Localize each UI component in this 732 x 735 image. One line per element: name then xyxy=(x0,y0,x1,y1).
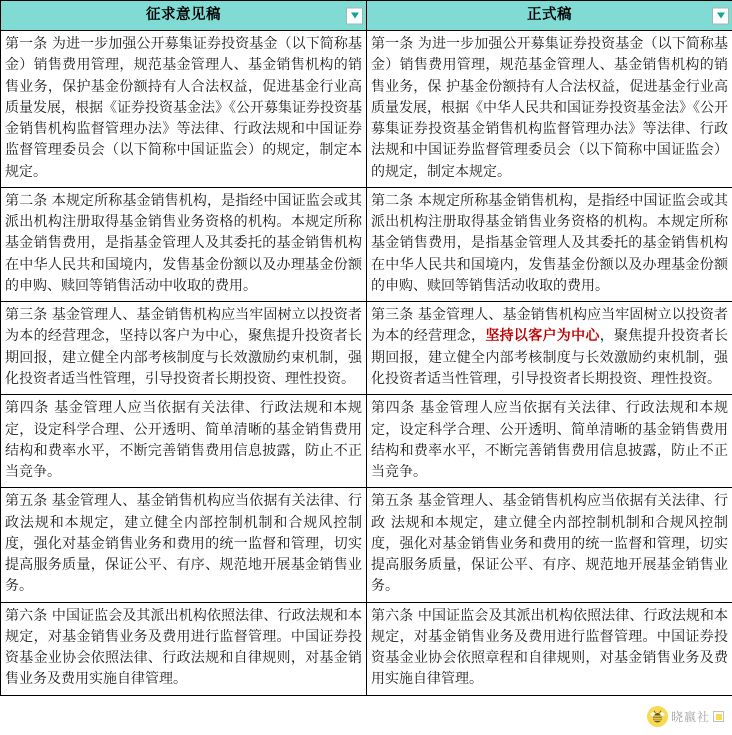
column-header-draft-label: 征求意见稿 xyxy=(146,7,221,24)
cell-final-article-6[interactable] xyxy=(367,602,732,695)
table-row xyxy=(1,395,732,488)
cell-final-article-3[interactable] xyxy=(367,302,732,395)
table-row xyxy=(1,31,732,188)
text-segment-plain: 第六条 中国证监会及其派出机构依照法律、行政法规和本规定，对基金销售业务及费用进行监督管理。中国证券投资基金业协会依照章程和自律规则，对基金销售业务及费用实施自律管理。 xyxy=(371,607,728,688)
text-segment-plain: 第二条 本规定所称基金销售机构，是指经中国证监会或其派出机构注册取得基金销售业务资格的机构。本规定所称基金销售费用，是指基金管理人及其委托的基金销售机构在中华人民共和国境内，发售基金份额以及办理基金份额的申购、赎回等销售活动收取的费用。 xyxy=(371,192,728,294)
column-header-draft xyxy=(1,1,367,31)
text-segment-plain: 第五条 基金管理人、基金销售机构应当依据有关法律、行政 法规和本规定，建立健全内部控制机制和合规风控制度，强化对基金销售业务和费用的统一监督和管理，切实提高服务质量，保证公平、有序、规范地开展基金销售业务。 xyxy=(371,493,728,595)
table-row xyxy=(1,488,732,602)
article-4-final-text xyxy=(371,398,728,483)
article-5-draft-text: 第五条 基金管理人、基金销售机构应当依据有关法律、行政法规和本规定，建立健全内部控制机制和合规风控制度，强化对基金销售业务和费用的统一监督和管理，切实提高服务质量，保证公平、有序、规范地开展基金销售业务。 xyxy=(5,493,362,595)
text-segment-plain: 第三条 基金管理人、基金销售机构应当牢固树立以投资者为本的经营理念， xyxy=(371,307,728,345)
watermark-text: 晓嬴社 xyxy=(670,709,710,724)
filter-dropdown-button-draft[interactable] xyxy=(346,7,363,24)
article-4-draft-text: 第四条 基金管理人应当依据有关法律、行政法规和本规定，设定科学合理、公开透明、简单清晰的基金销售费用结构和费率水平，不断完善销售费用信息披露，防止不正当竞争。 xyxy=(5,400,362,481)
text-segment-plain: 第四条 基金管理人应当依据有关法律、行政法规和本规定，设定科学合理、公开透明、简单清晰的基金销售费用结构和费率水平，不断完善销售费用信息披露，防止不正当竞争。 xyxy=(371,400,728,481)
bee-badge-icon xyxy=(647,706,668,727)
column-header-final xyxy=(367,1,732,31)
chevron-down-icon xyxy=(717,13,725,19)
cell-final-article-1[interactable] xyxy=(367,31,732,188)
table-header-row xyxy=(1,1,732,31)
cell-draft-article-3[interactable] xyxy=(1,302,367,395)
article-5-final-text xyxy=(371,491,728,597)
article-1-draft-text: 第一条 为进一步加强公开募集证券投资基金（以下简称基金）销售费用管理，规范基金管理人、基金销售机构的销售业务，保护基金份额持有人合法权益，促进基金行业高质量发展，根据《证券投资基金法》《公开募集证券投资基金销售机构监督管理办法》等法律、行政法规和中国证券监督管理委员会（以下简称中国证监会）的规定，制定本规定。 xyxy=(5,36,362,180)
filter-dropdown-button-final[interactable] xyxy=(712,7,729,24)
article-1-final-text xyxy=(371,34,728,183)
article-2-final-text xyxy=(371,191,728,297)
cell-draft-article-6[interactable] xyxy=(1,602,367,695)
chevron-down-icon xyxy=(351,13,359,19)
cell-final-article-4[interactable] xyxy=(367,395,732,488)
cell-draft-article-4[interactable] xyxy=(1,395,367,488)
table-row xyxy=(1,602,732,695)
column-header-final-label: 正式稿 xyxy=(527,7,572,24)
article-2-draft-text: 第二条 本规定所称基金销售机构，是指经中国证监会或其派出机构注册取得基金销售业务资格的机构。本规定所称基金销售费用，是指基金管理人及其委托的基金销售机构在中华人民共和国境内，发售基金份额以及办理基金份额的申购、赎回等销售活动中收取的费用。 xyxy=(5,192,362,294)
cell-draft-article-1[interactable] xyxy=(1,31,367,188)
text-segment-plain-tail: ，聚焦提升投资者长期回报，建立健全内部考核制度与长效激励约束机制，强化投资者适当性管理，引导投资者长期投资、理性投资。 xyxy=(371,328,729,387)
article-6-draft-text: 第六条 中国证监会及其派出机构依照法律、行政法规和本规定，对基金销售业务及费用进行监督管理。中国证券投资基金业协会依照法律、行政法规和自律规则，对基金销售业务及费用实施自律管理。 xyxy=(5,607,362,688)
article-6-final-text xyxy=(371,606,728,691)
cell-draft-article-5[interactable] xyxy=(1,488,367,602)
text-segment-highlight: 坚持以客户为中心 xyxy=(485,328,600,345)
logo-square-icon xyxy=(713,711,724,722)
text-segment-plain: 第一条 为进一步加强公开募集证券投资基金（以下简称基金）销售费用管理，规范基金管理人、基金销售机构的销售业务，保 护基金份额持有人合法权益，促进基金行业高质量发展，根据《中华人民共和国证券投资基金法》《公开募集证券投资基金销售机构监督管理办法》等法律、行政法规和中国证券监督管理委员会（以下简称中国证监会）的规定，制定本规定。 xyxy=(371,36,728,180)
cell-draft-article-2[interactable] xyxy=(1,187,367,301)
cell-final-article-5[interactable] xyxy=(367,488,732,602)
table-body xyxy=(1,31,732,696)
article-3-final-text xyxy=(371,305,728,390)
table-row xyxy=(1,302,732,395)
table-row xyxy=(1,187,732,301)
article-3-draft-text: 第三条 基金管理人、基金销售机构应当牢固树立以投资者为本的经营理念，坚持以客户为中心，聚焦提升投资者长期回报，建立健全内部考核制度与长效激励约束机制，强化投资者适当性管理，引导投资者长期投资、理性投资。 xyxy=(5,307,362,387)
cell-final-article-2[interactable] xyxy=(367,187,732,301)
watermark xyxy=(647,706,724,727)
